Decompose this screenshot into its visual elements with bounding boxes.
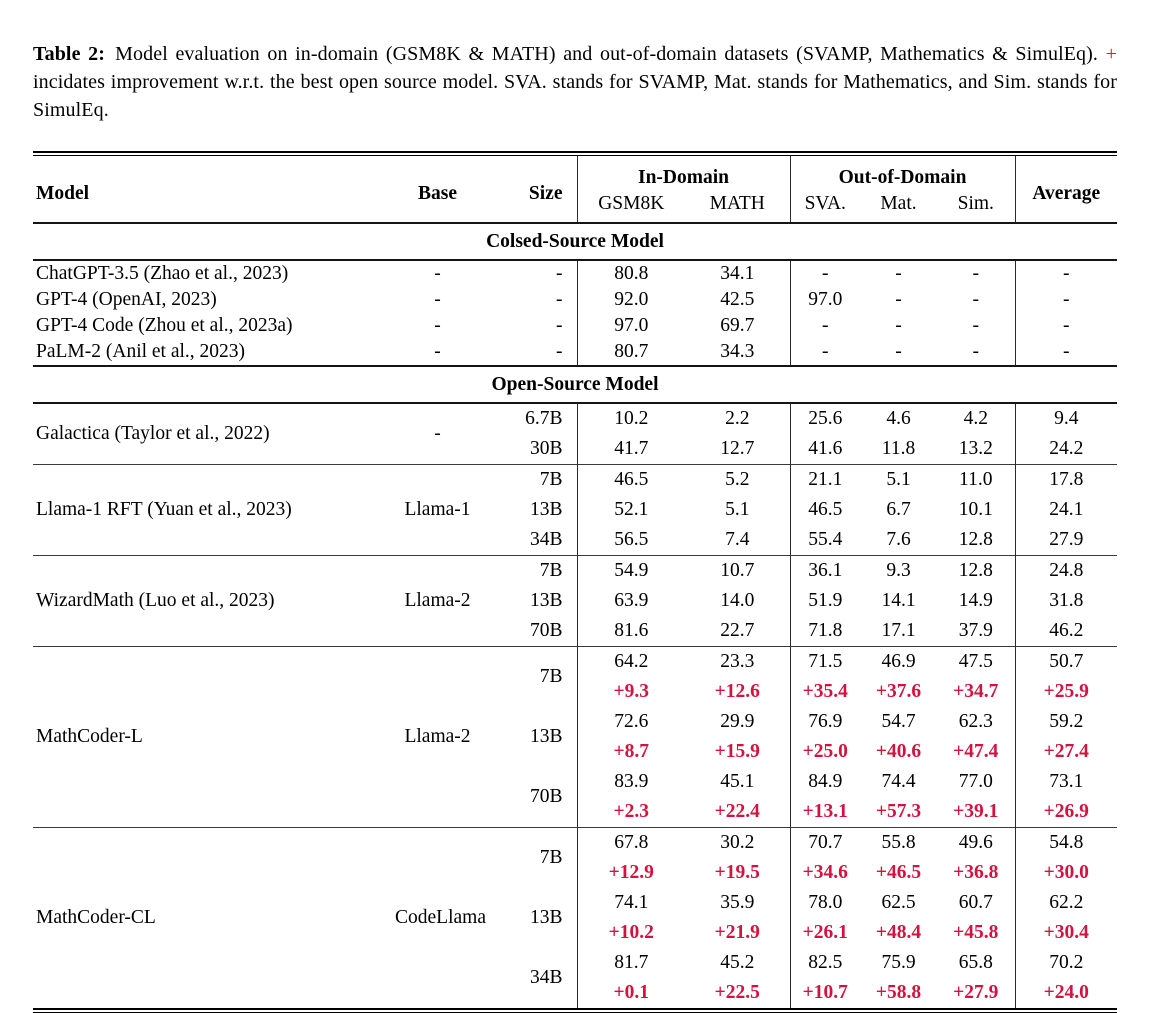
improvement-cell: +10.7 (802, 982, 848, 1003)
score-cell: 80.8 (614, 263, 649, 284)
score-cell: 55.8 (860, 828, 937, 859)
base-cell: - (434, 263, 441, 284)
base-cell: - (434, 341, 441, 362)
score-cell: 92.0 (614, 289, 649, 310)
caption-text-after-plus: incidates improvement w.r.t. the best open source model. SVA. stands for SVAMP, Mat. stands for Mathematics, and Sim. stands for SimulEq. (33, 71, 1117, 121)
score-cell: 10.1 (937, 495, 1015, 525)
score-cell: 7.6 (886, 529, 911, 550)
column-header-base: Base (418, 183, 457, 204)
model-row (33, 465, 1117, 496)
score-cell: 5.1 (860, 465, 937, 496)
size-cell: 7B (480, 647, 577, 708)
score-cell: 30.2 (685, 828, 790, 859)
score-cell: 2.2 (685, 403, 790, 434)
score-cell: 25.6 (808, 408, 843, 429)
table-caption (33, 40, 1117, 124)
improvement-cell: +12.6 (685, 677, 790, 707)
model-row (33, 647, 1117, 678)
score-cell: 12.8 (937, 525, 1015, 556)
score-cell: - (937, 339, 1015, 366)
score-cell: - (937, 287, 1015, 313)
base-cell: - (434, 289, 441, 310)
improvement-cell: +40.6 (875, 741, 922, 762)
model-name-cell: ChatGPT-3.5 (Zhao et al., 2023) (36, 263, 289, 284)
column-group-header: In-Domain (577, 156, 790, 190)
score-cell: 12.8 (937, 556, 1015, 587)
size-cell: 70B (480, 616, 577, 647)
improvement-cell: +26.1 (802, 922, 848, 943)
score-cell: 69.7 (685, 313, 790, 339)
improvement-cell: +25.9 (1043, 681, 1089, 702)
score-cell: 12.7 (685, 434, 790, 465)
size-cell: - (480, 260, 577, 287)
improvement-cell: +30.4 (1043, 922, 1089, 943)
score-cell: 45.2 (685, 948, 790, 978)
table-bottom-rule (33, 1008, 1117, 1013)
improvement-cell: +39.1 (937, 797, 1015, 828)
improvement-cell: +48.4 (875, 922, 922, 943)
score-cell: 42.5 (685, 287, 790, 313)
score-cell: 60.7 (937, 888, 1015, 918)
score-cell: 10.2 (614, 408, 649, 429)
model-name-cell: WizardMath (Luo et al., 2023) (33, 556, 395, 647)
score-cell: - (895, 263, 902, 284)
score-cell: 5.1 (685, 495, 790, 525)
improvement-cell: +22.4 (685, 797, 790, 828)
score-cell: 21.1 (790, 465, 860, 496)
score-cell: 14.1 (881, 590, 916, 611)
score-cell: 97.0 (808, 289, 843, 310)
model-row (33, 260, 1117, 287)
base-cell: - (434, 315, 441, 336)
score-cell: 17.1 (881, 620, 916, 641)
score-cell: 81.6 (614, 620, 649, 641)
improvement-cell: +19.5 (685, 858, 790, 888)
score-cell: 97.0 (614, 315, 649, 336)
score-cell: 70.7 (790, 828, 860, 859)
score-cell: 24.1 (1049, 499, 1084, 520)
improvement-cell: +22.5 (685, 978, 790, 1008)
score-cell: 56.5 (614, 529, 649, 550)
score-cell: 9.3 (860, 556, 937, 587)
section-title-row (33, 223, 1117, 260)
score-cell: 52.1 (614, 499, 649, 520)
score-cell: - (1063, 263, 1070, 284)
section-title-row (33, 366, 1117, 403)
model-row (33, 556, 1117, 587)
column-header-average: Average (1032, 183, 1101, 204)
score-cell: 50.7 (1015, 647, 1117, 678)
size-cell: 7B (480, 828, 577, 889)
column-group-header: Out-of-Domain (790, 156, 1015, 190)
score-cell: 55.4 (808, 529, 843, 550)
score-cell: 17.8 (1015, 465, 1117, 496)
score-cell: - (895, 341, 902, 362)
size-cell: - (480, 313, 577, 339)
model-name-cell: GPT-4 Code (Zhou et al., 2023a) (36, 315, 293, 336)
caption-text-before-plus: Model evaluation on in-domain (GSM8K & MATH) and out-of-domain datasets (SVAMP, Mathematics & SimulEq). (115, 43, 1099, 65)
column-header-gsm8k: GSM8K (577, 190, 685, 223)
improvement-cell: +2.3 (613, 801, 649, 822)
score-cell: 41.7 (614, 438, 649, 459)
score-cell: - (895, 289, 902, 310)
column-header-sim: Sim. (937, 190, 1015, 223)
score-cell: 62.2 (1049, 892, 1084, 913)
score-cell: 71.5 (790, 647, 860, 678)
score-cell: 75.9 (881, 952, 916, 973)
score-cell: 46.5 (808, 499, 843, 520)
improvement-cell: +21.9 (685, 918, 790, 948)
size-cell: 13B (480, 586, 577, 616)
score-cell: 77.0 (937, 767, 1015, 797)
score-cell: - (822, 263, 829, 284)
score-cell: 34.1 (685, 260, 790, 287)
improvement-cell: +10.2 (608, 922, 654, 943)
model-name-cell: GPT-4 (OpenAI, 2023) (36, 289, 217, 310)
score-cell: 62.3 (937, 707, 1015, 737)
score-cell: 74.1 (614, 892, 649, 913)
column-header-model: Model (36, 183, 90, 204)
model-name-cell: MathCoder-L (33, 647, 395, 828)
score-cell: 27.9 (1049, 529, 1084, 550)
column-header-size: Size (480, 156, 577, 223)
score-cell: 65.8 (937, 948, 1015, 978)
improvement-cell: +26.9 (1043, 801, 1089, 822)
model-row (33, 403, 1117, 434)
improvement-cell: +45.8 (937, 918, 1015, 948)
score-cell: - (822, 341, 829, 362)
improvement-cell: +15.9 (685, 737, 790, 767)
improvement-cell: +36.8 (937, 858, 1015, 888)
score-cell: 29.9 (685, 707, 790, 737)
model-name-cell: Llama-1 RFT (Yuan et al., 2023) (33, 465, 395, 556)
size-cell: 13B (480, 888, 577, 948)
score-cell: 10.7 (685, 556, 790, 587)
score-cell: 70.2 (1049, 952, 1084, 973)
column-header-sva: SVA. (790, 190, 860, 223)
score-cell: - (1063, 289, 1070, 310)
score-cell: 7.4 (685, 525, 790, 556)
improvement-cell: +35.4 (802, 681, 848, 702)
model-row (33, 828, 1117, 859)
score-cell: 80.7 (614, 341, 649, 362)
score-cell: 5.2 (685, 465, 790, 496)
size-cell: 70B (480, 767, 577, 828)
score-cell: 9.4 (1054, 408, 1079, 429)
score-cell: 72.6 (614, 711, 649, 732)
score-cell: 78.0 (808, 892, 843, 913)
score-cell: 84.9 (808, 771, 843, 792)
score-cell: 54.8 (1015, 828, 1117, 859)
improvement-cell: +27.4 (1043, 741, 1089, 762)
caption-plus-sign: + (1105, 43, 1118, 65)
size-cell: - (480, 339, 577, 366)
score-cell: 74.4 (881, 771, 916, 792)
score-cell: 11.0 (937, 465, 1015, 496)
base-cell: Llama-2 (395, 556, 480, 647)
score-cell: 36.1 (790, 556, 860, 587)
size-cell: 34B (480, 948, 577, 1008)
section-title: Open-Source Model (33, 366, 1117, 403)
improvement-cell: +27.9 (937, 978, 1015, 1008)
improvement-cell: +37.6 (875, 681, 922, 702)
score-cell: 54.9 (577, 556, 685, 587)
score-cell: 73.1 (1049, 771, 1084, 792)
score-cell: - (937, 260, 1015, 287)
score-cell: 51.9 (808, 590, 843, 611)
score-cell: 41.6 (808, 438, 843, 459)
improvement-cell: +25.0 (802, 741, 848, 762)
score-cell: 82.5 (808, 952, 843, 973)
score-cell: - (1063, 315, 1070, 336)
column-header-math: MATH (685, 190, 790, 223)
model-row (33, 313, 1117, 339)
score-cell: 22.7 (685, 616, 790, 647)
size-cell: - (480, 287, 577, 313)
score-cell: 46.9 (860, 647, 937, 678)
improvement-cell: +30.0 (1043, 862, 1089, 883)
improvement-cell: +13.1 (802, 801, 848, 822)
score-cell: 47.5 (937, 647, 1015, 678)
size-cell: 7B (480, 556, 577, 587)
score-cell: 49.6 (937, 828, 1015, 859)
improvement-cell: +12.9 (608, 862, 654, 883)
score-cell: 76.9 (808, 711, 843, 732)
score-cell: 4.6 (886, 408, 911, 429)
score-cell: - (937, 313, 1015, 339)
table-header (33, 156, 1117, 223)
base-cell: CodeLlama (395, 828, 480, 1009)
score-cell: 67.8 (577, 828, 685, 859)
score-cell: 83.9 (614, 771, 649, 792)
improvement-cell: +0.1 (613, 982, 649, 1003)
column-header-mat: Mat. (860, 190, 937, 223)
caption-label: Table 2: (33, 43, 106, 65)
score-cell: 54.7 (881, 711, 916, 732)
score-cell: 14.0 (685, 586, 790, 616)
score-cell: 64.2 (577, 647, 685, 678)
score-cell: 14.9 (937, 586, 1015, 616)
score-cell: - (895, 315, 902, 336)
model-name-cell: Galactica (Taylor et al., 2022) (36, 423, 270, 444)
improvement-cell: +9.3 (613, 681, 649, 702)
section-title: Colsed-Source Model (33, 223, 1117, 260)
base-cell: Llama-1 (395, 465, 480, 556)
size-cell: 6.7B (480, 403, 577, 434)
model-name-cell: MathCoder-CL (33, 828, 395, 1009)
size-cell: 7B (480, 465, 577, 496)
model-row (33, 339, 1117, 366)
score-cell: 81.7 (614, 952, 649, 973)
model-row (33, 287, 1117, 313)
header-row-top (33, 156, 1117, 190)
score-cell: 63.9 (614, 590, 649, 611)
score-cell: 23.3 (685, 647, 790, 678)
base-cell: Llama-2 (395, 647, 480, 828)
score-cell: 31.8 (1049, 590, 1084, 611)
score-cell: 46.5 (577, 465, 685, 496)
score-cell: 71.8 (808, 620, 843, 641)
size-cell: 34B (480, 525, 577, 556)
improvement-cell: +34.7 (937, 677, 1015, 707)
improvement-cell: +46.5 (875, 862, 922, 883)
score-cell: 37.9 (937, 616, 1015, 647)
score-cell: 62.5 (881, 892, 916, 913)
score-cell: 35.9 (685, 888, 790, 918)
size-cell: 13B (480, 495, 577, 525)
score-cell: 6.7 (886, 499, 911, 520)
improvement-cell: +58.8 (875, 982, 922, 1003)
size-cell: 30B (480, 434, 577, 465)
score-cell: 45.1 (685, 767, 790, 797)
base-cell: - (434, 423, 441, 444)
improvement-cell: +24.0 (1043, 982, 1089, 1003)
score-cell: 59.2 (1049, 711, 1084, 732)
improvement-cell: +57.3 (875, 801, 922, 822)
table-body (33, 223, 1117, 1008)
score-cell: 13.2 (937, 434, 1015, 465)
score-cell: 4.2 (937, 403, 1015, 434)
score-cell: 46.2 (1049, 620, 1084, 641)
improvement-cell: +47.4 (937, 737, 1015, 767)
score-cell: 24.8 (1015, 556, 1117, 587)
score-cell: - (1063, 341, 1070, 362)
improvement-cell: +8.7 (613, 741, 649, 762)
score-cell: 11.8 (881, 438, 916, 459)
score-cell: 24.2 (1049, 438, 1084, 459)
score-cell: 34.3 (685, 339, 790, 366)
size-cell: 13B (480, 707, 577, 767)
improvement-cell: +34.6 (802, 862, 848, 883)
model-name-cell: PaLM-2 (Anil et al., 2023) (36, 341, 246, 362)
results-table (33, 156, 1117, 1008)
score-cell: - (822, 315, 829, 336)
